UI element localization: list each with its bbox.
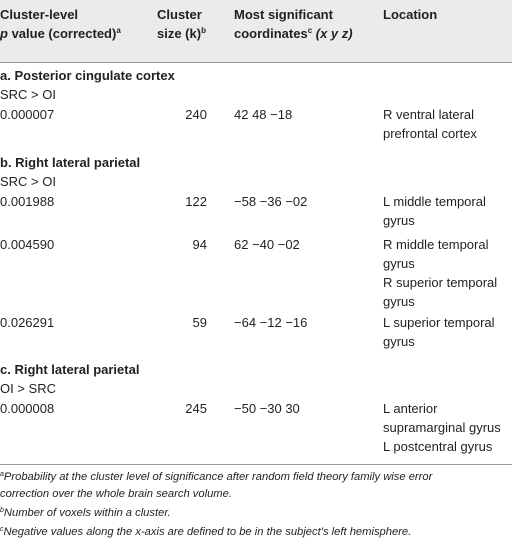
- cell-cluster-size: 94: [192, 237, 207, 252]
- cell-p-value: 0.000008: [0, 401, 55, 416]
- cell-p-value: 0.026291: [0, 315, 55, 330]
- cell-location: L middle temporal gyrus: [383, 194, 486, 228]
- footnote-a: $^a$Probability at the cluster level of significance after random field theory family wise error correction over the whole brain search volume.: [0, 471, 433, 500]
- header-p-value: Cluster-level p value (corrected)$^a$: [0, 7, 121, 41]
- cell-location: L superior temporal gyrus: [383, 315, 495, 349]
- cell-cluster-size: 59: [192, 315, 207, 330]
- footer-rule: [0, 464, 512, 465]
- cell-location: R ventral lateral prefrontal cortex: [383, 107, 477, 141]
- cell-cluster-size: 245: [185, 401, 207, 416]
- cell-coordinates: −64 −12 −16: [234, 315, 308, 330]
- cell-coordinates: −58 −36 −02: [234, 194, 308, 209]
- cell-coordinates: 42 48 −18: [234, 107, 293, 122]
- cell-p-value: 0.001988: [0, 194, 55, 209]
- cell-coordinates: 62 −40 −02: [234, 237, 300, 252]
- section-contrast: SRC > OI: [0, 174, 56, 189]
- cell-location: R middle temporal gyrus R superior temporal gyrus: [383, 237, 498, 309]
- header-cluster-size: Cluster size $(k)^b$: [157, 7, 206, 41]
- section-title: a. Posterior cingulate cortex: [0, 68, 175, 83]
- footnote-b: $^b$Number of voxels within a cluster.: [0, 507, 171, 519]
- section-contrast: OI > SRC: [0, 381, 56, 396]
- footnote-c: $^c$Negative values along the x-axis are defined to be in the subject’s left hemisphere.: [0, 526, 412, 538]
- section-title: b. Right lateral parietal: [0, 155, 141, 170]
- cell-coordinates: −50 −30 30: [234, 401, 300, 416]
- section-title: c. Right lateral parietal: [0, 362, 140, 377]
- header-rule: [0, 62, 512, 63]
- cell-cluster-size: 240: [185, 107, 207, 122]
- cell-location: L anterior supramarginal gyrus L postcentral gyrus: [383, 401, 501, 454]
- section-contrast: SRC > OI: [0, 87, 56, 102]
- header-location: Location: [383, 7, 438, 22]
- cell-p-value: 0.000007: [0, 107, 55, 122]
- cell-p-value: 0.004590: [0, 237, 55, 252]
- header-coordinates: Most significant coordinates$^c$ (x y z): [234, 7, 353, 41]
- cell-cluster-size: 122: [185, 194, 207, 209]
